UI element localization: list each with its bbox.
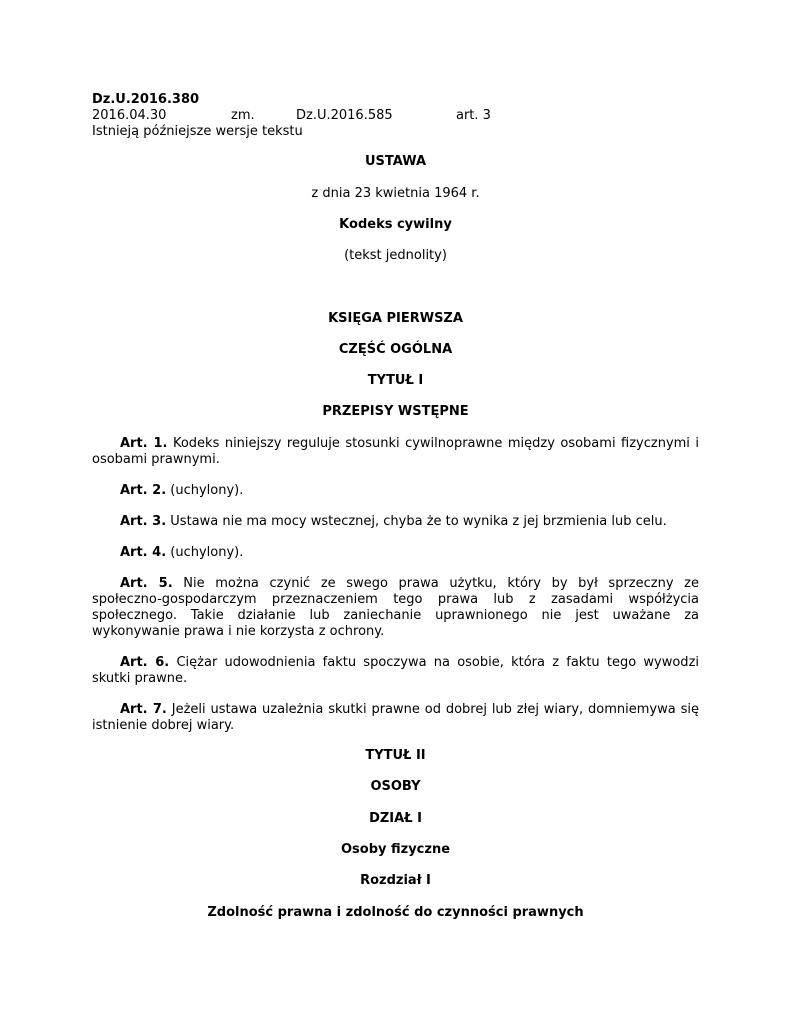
article-text: (uchylony). (170, 545, 244, 560)
act-type-heading: USTAWA (364, 154, 427, 169)
amendment-article: art. 3 (456, 108, 491, 123)
article-7 (92, 702, 699, 734)
article-5 (92, 576, 699, 640)
chapter-heading: Rozdział I (360, 873, 431, 888)
chapter-name-heading: Zdolność prawna i zdolność do czynności prawnych (207, 905, 584, 920)
article-text: Kodeks niniejszy reguluje stosunki cywilnoprawne między osobami fizycznymi i (172, 436, 699, 451)
amendment-row (92, 108, 712, 124)
title-2-heading: TYTUŁ II (365, 748, 426, 763)
article-text: osobami prawnymi. (92, 452, 220, 467)
article-text: wykonywanie prawa i nie korzysta z ochrony. (92, 624, 385, 639)
article-text: Jeżeli ustawa uzależnia skutki prawne od dobrej lub złej wiary, domniemywa się (171, 702, 699, 717)
amendment-type: zm. (231, 108, 255, 123)
title-name-heading: PRZEPISY WSTĘPNE (322, 404, 469, 419)
article-label: Art. 6. (120, 655, 170, 670)
amendment-reference: Dz.U.2016.585 (296, 108, 393, 123)
article-text: skutki prawne. (92, 671, 188, 686)
later-versions-note: Istnieją późniejsze wersje tekstu (92, 124, 303, 139)
article-label: Art. 5. (120, 576, 173, 591)
article-2 (92, 483, 699, 499)
article-text: (uchylony). (170, 483, 244, 498)
amendment-date: 2016.04.30 (92, 108, 167, 123)
article-text: społecznego. Takie działanie lub zaniechanie uprawnionego nie jest uważane za (92, 608, 699, 623)
part-heading: CZĘŚĆ OGÓLNA (338, 342, 453, 357)
article-label: Art. 1. (120, 436, 168, 451)
title-2-name-heading: OSOBY (370, 779, 421, 794)
title-heading: TYTUŁ I (367, 373, 424, 388)
article-6 (92, 655, 699, 687)
division-heading: DZIAŁ I (369, 811, 422, 826)
article-1 (92, 436, 699, 468)
article-3 (92, 514, 699, 530)
document-header (92, 92, 712, 140)
article-text: istnienie dobrej wiary. (92, 718, 235, 733)
article-text: społeczno-gospodarczym przeznaczeniem tego prawa lub z zasadami współżycia (92, 592, 699, 607)
article-label: Art. 2. (120, 483, 167, 498)
article-text: Nie można czynić ze swego prawa użytku, który by był sprzeczny ze (183, 576, 699, 591)
act-edition: (tekst jednolity) (344, 248, 447, 263)
article-label: Art. 4. (120, 545, 167, 560)
article-text: Ustawa nie ma mocy wstecznej, chyba że to wynika z jej brzmienia lub celu. (170, 514, 667, 529)
article-label: Art. 7. (120, 702, 167, 717)
act-date: z dnia 23 kwietnia 1964 r. (311, 186, 480, 201)
act-name: Kodeks cywilny (339, 217, 452, 232)
division-name-heading: Osoby fizyczne (340, 842, 451, 857)
article-text: Ciężar udowodnienia faktu spoczywa na osobie, która z faktu tego wywodzi (176, 655, 699, 670)
article-label: Art. 3. (120, 514, 167, 529)
journal-identifier: Dz.U.2016.380 (92, 92, 200, 107)
article-4 (92, 545, 699, 561)
book-heading: KSIĘGA PIERWSZA (328, 311, 463, 326)
